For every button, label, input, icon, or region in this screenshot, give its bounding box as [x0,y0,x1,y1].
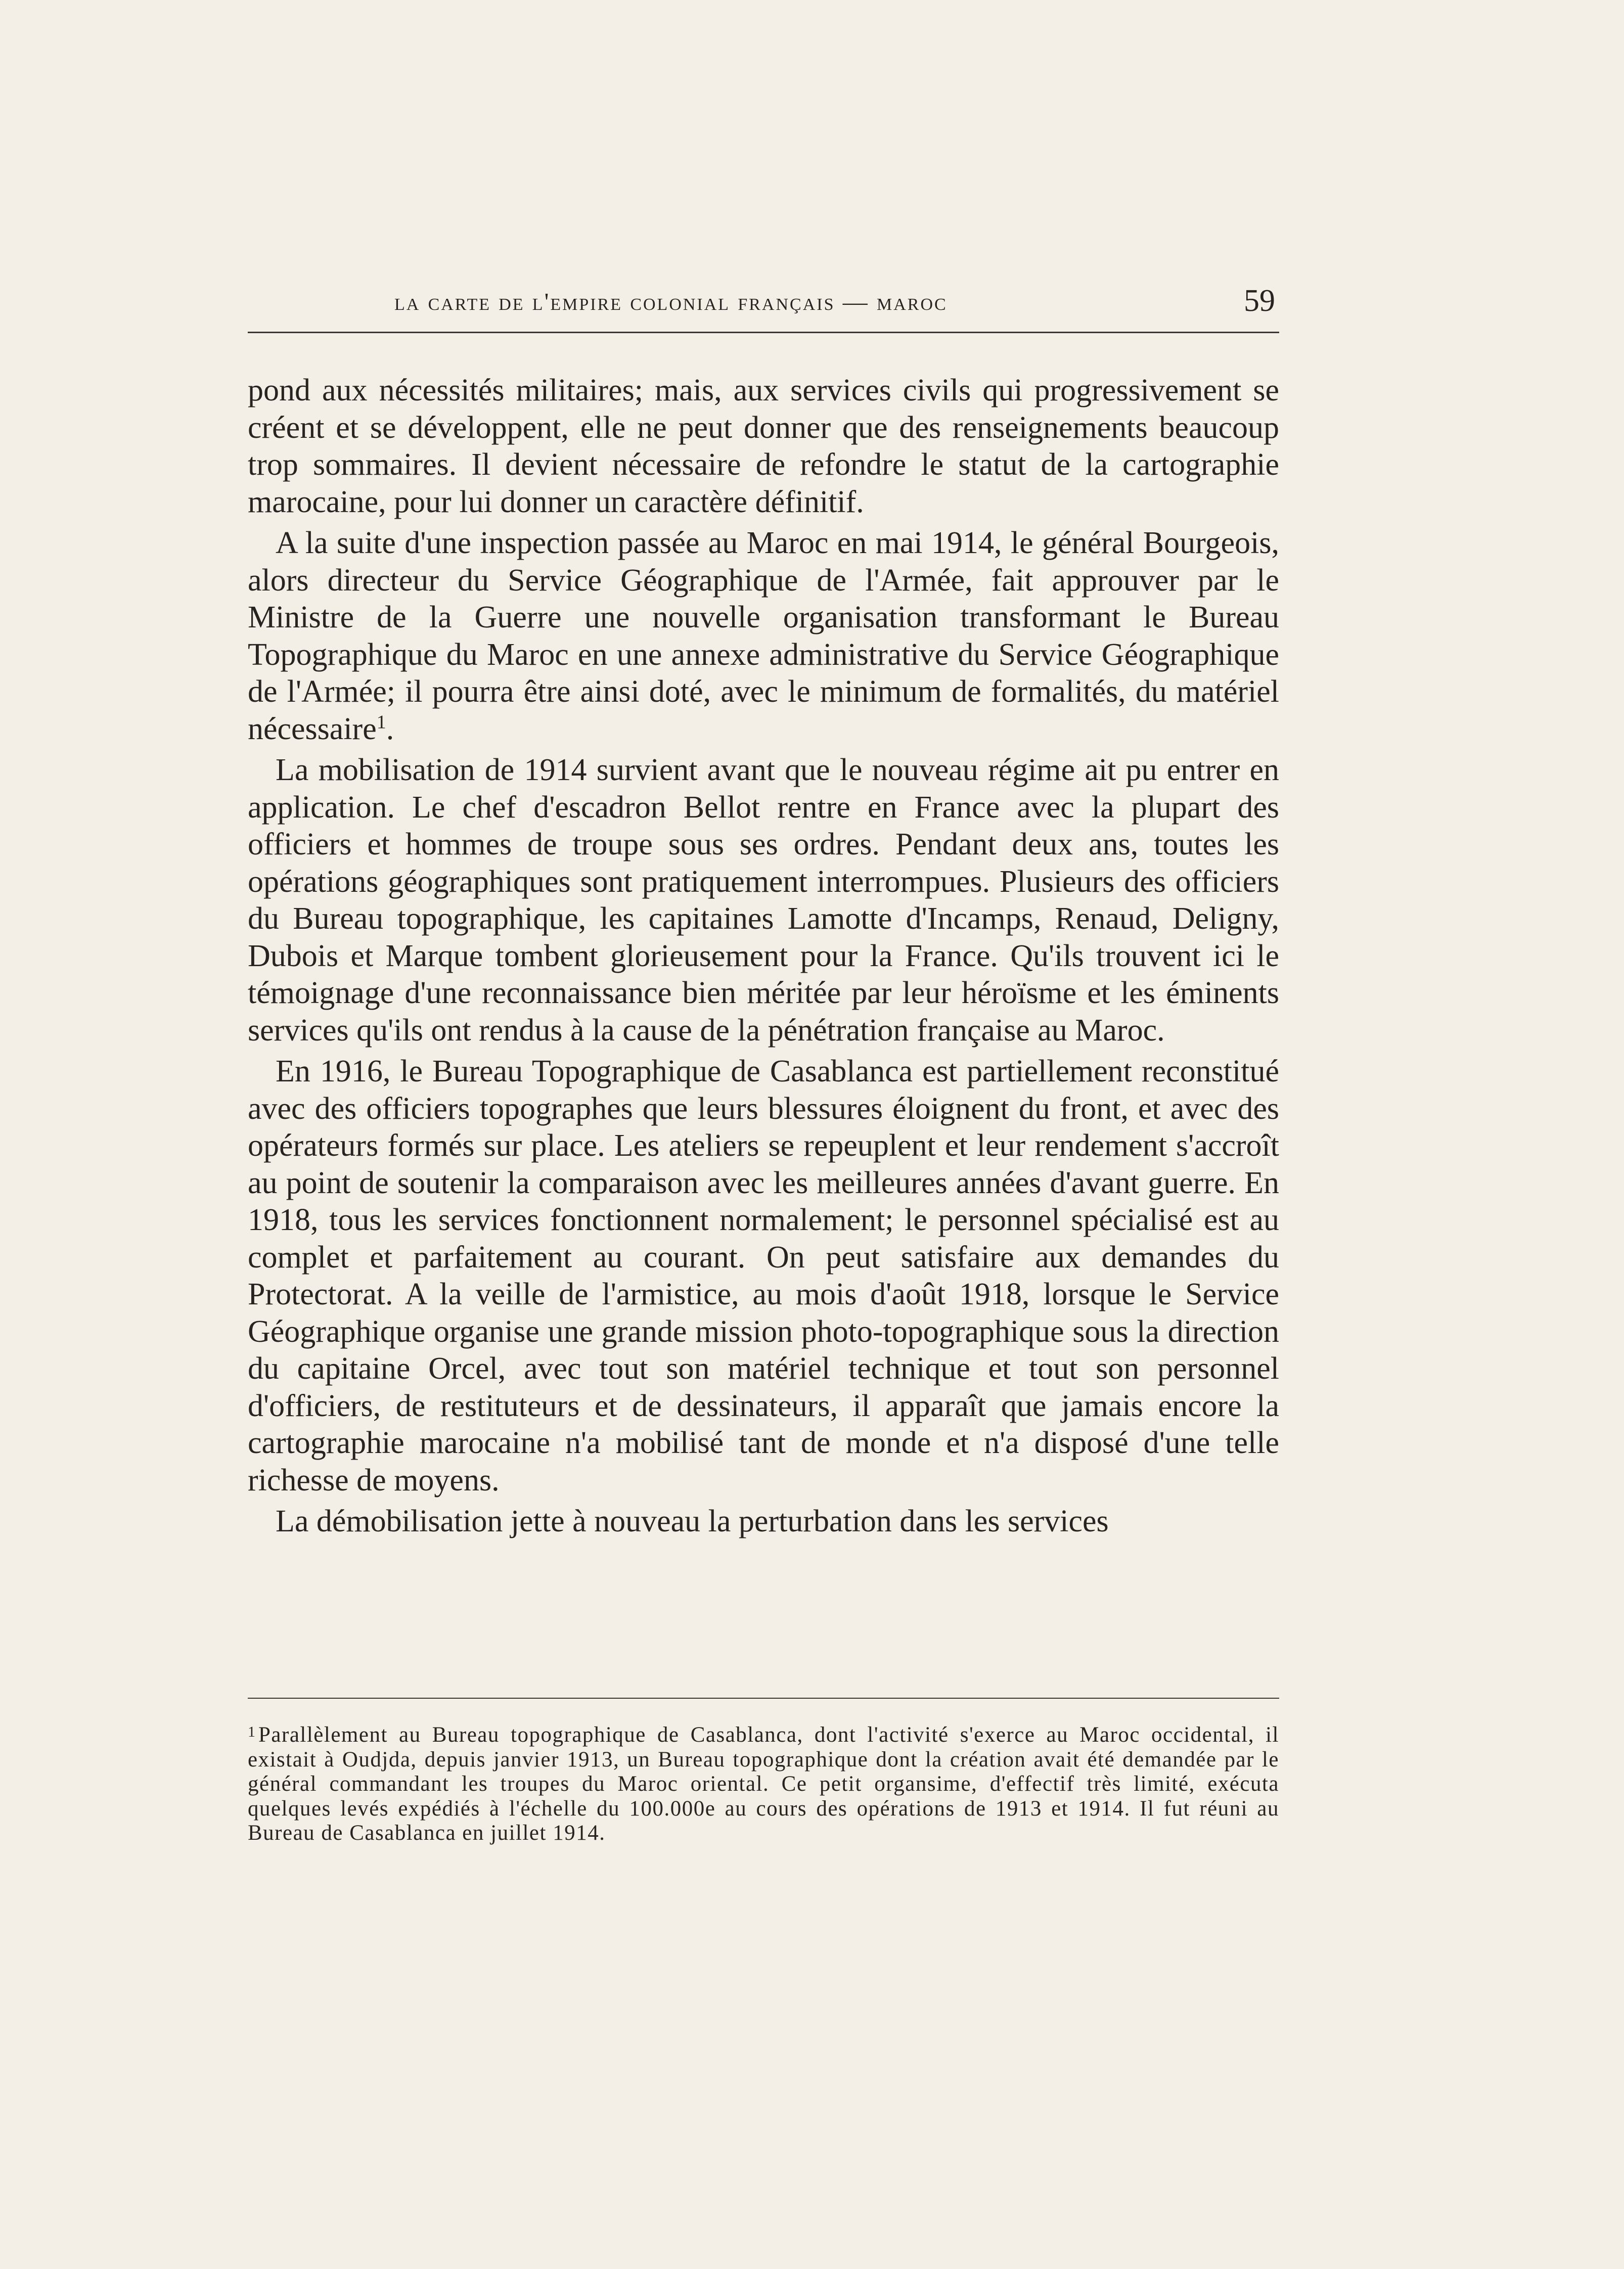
paragraph-2-tail: . [386,711,394,746]
paragraph-5: La démobilisation jette à nouveau la perturbation dans les services [276,1504,1109,1538]
paragraph-2-text: A la suite d'une inspection passée au Maroc en mai 1914, le général Bourgeois, alors directeur du Service Géographique de l'Armée, fait approuver par le Ministre de la Guerre une nouvelle organisation transformant le Bureau Topographique du Maroc en une annexe administrative du Service Géographique de l'Armée; il pourra être ainsi doté, avec le minimum de formalités, du matériel nécessaire [248,526,1279,746]
paragraph-1: pond aux nécessités militaires; mais, aux services civils qui progressivement se créent et se développent, elle ne peut donner que des renseignements beaucoup trop sommaires. Il devient nécessaire de refondre le statut de la cartographie marocaine, pour lui donner un caractère définitif. [248,373,1279,519]
footnote-reference: 1 [376,711,386,733]
paragraph-3: La mobilisation de 1914 survient avant que le nouveau régime ait pu entrer en application. Le chef d'escadron Bellot rentre en France avec la plupart des officiers et hommes de troupe sous ses ordres. Pendant deux ans, toutes les opérations géographiques sont pratiquement interrompues. Plusieurs des officiers du Bureau topographique, les capitaines Lamotte d'Incamps, Renaud, Deligny, Dubois et Marque tombent glorieusement pour la France. Qu'ils trouvent ici le témoignage d'une reconnaissance bien méritée par leur héroïsme et les éminents services qu'ils ont rendus à la cause de la pénétration française au Maroc. [248,753,1279,1048]
running-head [248,283,1279,324]
header-rule [248,332,1279,333]
footnote-rule [248,1698,1279,1699]
footnote-text: Parallèlement au Bureau topographique de Casablanca, dont l'activité s'exerce au Maroc occidental, il existait à Oudjda, depuis janvier 1913, un Bureau topographique dont la création avait été demandée par le général commandant les troupes du Maroc oriental. Ce petit organsime, d'effectif très limité, exécuta quelques levés expédiés à l'échelle du 100.000e au cours des opérations de 1913 et 1914. Il fut réuni au Bureau de Casablanca en juillet 1914. [248,1723,1279,1845]
paragraph-4: En 1916, le Bureau Topographique de Casablanca est partiellement reconstitué avec des officiers topographes que leurs blessures éloignent du front, et avec des opérateurs formés sur place. Les ateliers se repeuplent et leur rendement s'accroît au point de soutenir la comparaison avec les meilleures années d'avant guerre. En 1918, tous les services fonctionnent normalement; le personnel spécialisé est au complet et parfaitement au courant. On peut satisfaire aux demandes du Protectorat. A la veille de l'armistice, au mois d'août 1918, lorsque le Service Géographique organise une grande mission photo-topographique sous la direction du capitaine Orcel, avec tout son matériel technique et tout son personnel d'officiers, de restituteurs et de dessinateurs, il apparaît que jamais encore la cartographie marocaine n'a mobilisé tant de monde et n'a disposé d'une telle richesse de moyens. [248,1054,1279,1497]
running-title: la carte de l'empire colonial français — maroc [394,288,948,315]
paragraph-2 [248,525,1279,748]
body-text [248,372,1279,1540]
page-number: 59 [1244,284,1275,318]
footnote [248,1720,1279,1846]
footnote-marker: 1 [248,1723,255,1740]
